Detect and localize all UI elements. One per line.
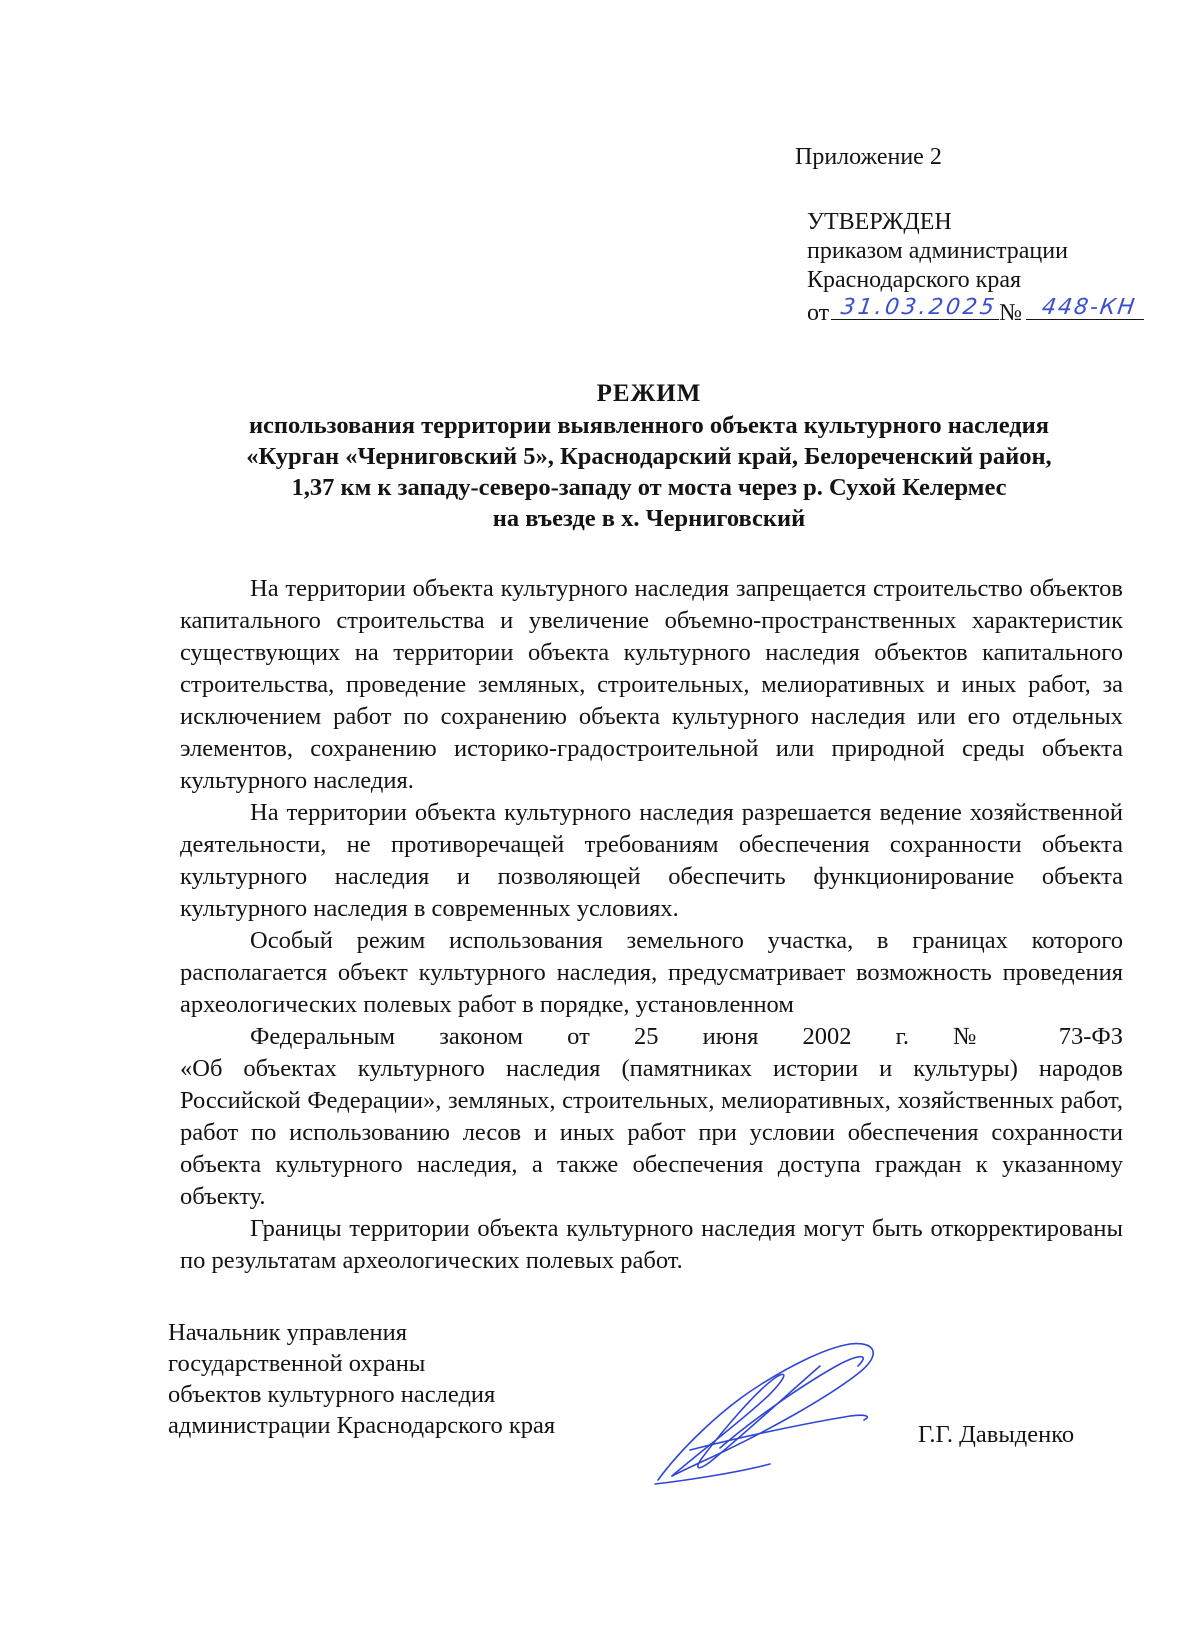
document-body bbox=[180, 573, 1123, 1277]
paragraph-special-regime bbox=[180, 925, 1123, 1213]
paragraph-boundaries: Границы территории объекта культурного наследия могут быть откорректированы по результатам археологических полевых работ. bbox=[180, 1215, 1123, 1274]
title-main: РЕЖИМ bbox=[596, 380, 702, 407]
approval-date-number-line bbox=[807, 295, 1144, 328]
annex-label: Приложение 2 bbox=[795, 144, 942, 170]
document-title bbox=[160, 378, 1138, 534]
paragraph-prohibitions: На территории объекта культурного наследия запрещается строительство объектов капитального строительства и увеличение объемно-пространственных характеристик существующих на территории объекта культурного наследия объектов капитального строительства, проведение земляных, строительных, мелиоративных и иных работ, за исключением работ по сохранению объекта культурного наследия или его отдельных элементов, сохранению историко-градостроительной или природной среды объекта культурного наследия. bbox=[180, 575, 1123, 794]
signatory-name: Г.Г. Давыденко bbox=[918, 1421, 1075, 1448]
number-prefix: № bbox=[999, 300, 1023, 326]
paragraph-special-regime-law-line: Федеральным законом от 25 июня 2002 г. № 73-ФЗ bbox=[250, 1023, 1123, 1050]
handwritten-date: 31.03.2025 bbox=[839, 295, 999, 320]
paragraph-permissions: На территории объекта культурного наследия разрешается ведение хозяйственной деятельности, не противоречащей требованиям обеспечения сохранности объекта культурного наследия и позволяющей обеспечить функционирование объекта культурного наследия в современных условиях. bbox=[180, 799, 1123, 922]
signatory-position-line-3: объектов культурного наследия bbox=[168, 1381, 496, 1408]
handwritten-number: 448-КН bbox=[1040, 295, 1138, 320]
paragraph-special-regime-part-2: «Об объектах культурного наследия (памятниках истории и культуры) народов Российской Федерации», земляных, строительных, мелиоративных, хозяйственных работ, работ по использованию лесов и иных работ при условии обеспечения сохранности объекта культурного наследия, а также обеспечения доступа граждан к указанному объекту. bbox=[180, 1055, 1123, 1210]
approval-line-2: Краснодарского края bbox=[807, 267, 1022, 293]
handwritten-signature bbox=[650, 1330, 900, 1490]
paragraph-special-regime-part-1: Особый режим использования земельного участка, в границах которого располагается объект культурного наследия, предусматривает возможность проведения археологических полевых работ в порядке, установленном bbox=[180, 927, 1123, 1018]
approval-line-1: приказом администрации bbox=[807, 238, 1068, 264]
title-line-3: 1,37 км к западу-северо-западу от моста через р. Сухой Келермес bbox=[291, 474, 1007, 501]
approval-block bbox=[807, 208, 1144, 328]
date-fill-line bbox=[831, 295, 999, 320]
date-prefix: от bbox=[807, 300, 830, 326]
number-fill-line bbox=[1026, 295, 1144, 320]
signatory-position bbox=[168, 1317, 555, 1441]
signatory-position-line-2: государственной охраны bbox=[168, 1350, 426, 1377]
signatory-position-line-1: Начальник управления bbox=[168, 1319, 407, 1346]
title-line-4: на въезде в х. Черниговский bbox=[492, 505, 806, 532]
title-line-1: использования территории выявленного объекта культурного наследия bbox=[248, 412, 1050, 439]
approval-heading: УТВЕРЖДЕН bbox=[807, 209, 952, 235]
signatory-position-line-4: администрации Краснодарского края bbox=[168, 1412, 556, 1439]
title-line-2: «Курган «Черниговский 5», Краснодарский край, Белореченский район, bbox=[246, 443, 1052, 470]
